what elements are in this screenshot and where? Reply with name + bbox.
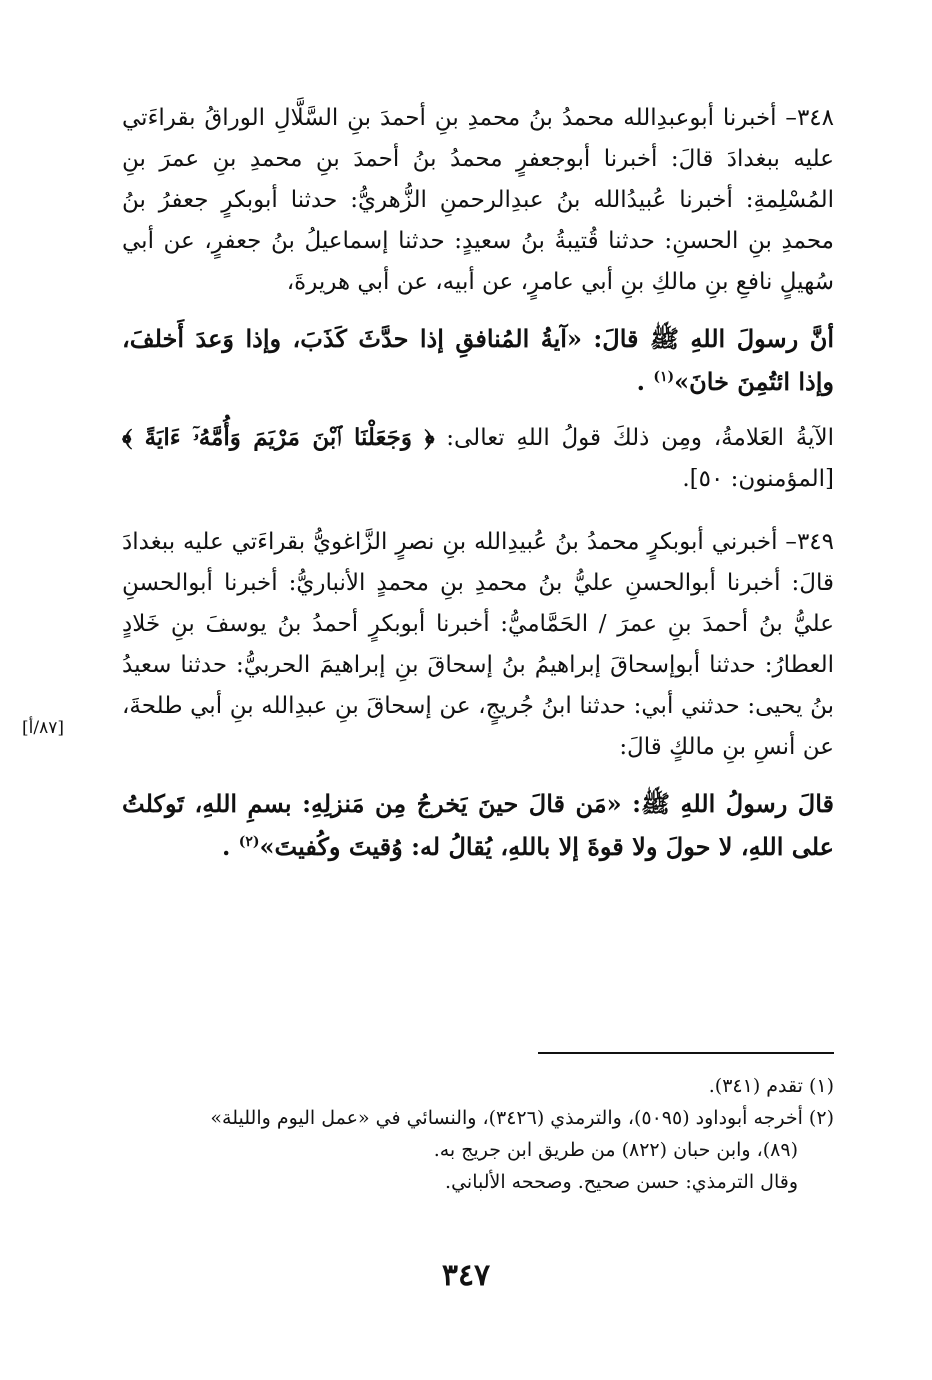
footnote-divider [538,1052,834,1054]
footnote-1: (١) تقدم (٣٤١). [708,1075,834,1097]
quran-verse: ﴿ وَجَعَلْنَا ٱبْنَ مَرْيَمَ وَأُمَّهُۥٓ ءَايَةً ﴾ [122,424,435,451]
entry-348-matn [122,317,834,403]
page-number: ٣٤٧ [441,1258,491,1293]
commentary-text: الآيةُ العَلامةُ، ومِن ذلكَ قولُ اللهِ تعالى: [446,425,834,451]
entry-349-matn [122,782,834,868]
footnote-ref-2[interactable]: (٢) [238,834,260,850]
page-body [122,98,834,868]
quran-reference: [المؤمنون: ٥٠]. [682,466,834,492]
matn-end: . [222,832,231,861]
footnote-2-line-2: (٨٩)، وابن حبان (٨٢٢) من طريق ابن جريج به. [433,1139,798,1161]
footnotes [122,1070,834,1198]
matn-text: أنَّ رسولَ اللهِ ﷺ قالَ: «آيةُ المُنافقِ إذا حدَّثَ كَذَبَ، وإذا وَعدَ أَخلفَ، وإذا ائتُمِنَ خانَ» [122,324,834,396]
footnote-2-line-3: وقال الترمذي: حسن صحيح. وصححه الألباني. [445,1171,798,1193]
matn-end: . [636,367,646,396]
manuscript-folio-marker: [٨٧/أ] [22,718,64,738]
footnote-2-line-1: (٢) أخرجه أبوداود (٥٠٩٥)، والترمذي (٣٤٢٦)، والنسائي في «عمل اليوم والليلة» [210,1107,834,1129]
entry-348-isnad: ٣٤٨– أخبرنا أبوعبدِالله محمدُ بنُ محمدِ بنِ أحمدَ بنِ السَّلَّالِ الوراقُ بقراءَتي عليه ببغدادَ قالَ: أخبرنا أبوجعفرٍ محمدُ بنُ أحمدَ بنِ محمدِ بنِ عمرَ بنِ المُسْلِمةِ: أخبرنا عُبيدُالله بنُ عبدِالرحمنِ الزُّهريُّ: حدثنا أبوبكرٍ جعفرُ بنُ محمدِ بنِ الحسنِ: حدثنا قُتيبةُ بنُ سعيدٍ: حدثنا إسماعيلُ بنُ جعفرٍ، عن أبي سُهيلٍ نافعِ بنِ مالكِ بنِ أبي عامرٍ، عن أبيه، عن أبي هريرةَ، [122,105,834,295]
entry-349-isnad: ٣٤٩– أخبرني أبوبكرٍ محمدُ بنُ عُبيدِالله بنِ نصرٍ الزَّاغويُّ بقراءَتي عليه ببغدادَ قالَ: أخبرنا أبوالحسنِ عليُّ بنُ محمدِ بنِ محمدٍ الأنباريُّ: أخبرنا أبوالحسنِ عليُّ بنُ أحمدَ بنِ عمرَ / الحَمَّاميُّ: أخبرنا أبوبكرٍ أحمدُ بنُ يوسفَ بنِ خَلادٍ العطارُ: حدثنا أبوإسحاقَ إبراهيمُ بنُ إسحاقَ بنِ إبراهيمَ الحربيُّ: حدثنا سعيدُ بنُ يحيى: حدثني أبي: حدثنا ابنُ جُريجٍ، عن إسحاقَ بنِ عبدِالله بنِ أبي طلحةَ، عن أنسِ بنِ مالكٍ قالَ: [122,529,834,760]
footnote-ref-1[interactable]: (١) [653,369,675,385]
entry-348-commentary [122,417,834,500]
matn-text: قالَ رسولُ اللهِ ﷺ: «مَن قالَ حينَ يَخرجُ مِن مَنزلِهِ: بسمِ اللهِ، تَوكلتُ على اللهِ، لا حولَ ولا قوةَ إلا باللهِ، يُقالُ له: وُقيتَ وكُفيتَ» [122,789,834,861]
